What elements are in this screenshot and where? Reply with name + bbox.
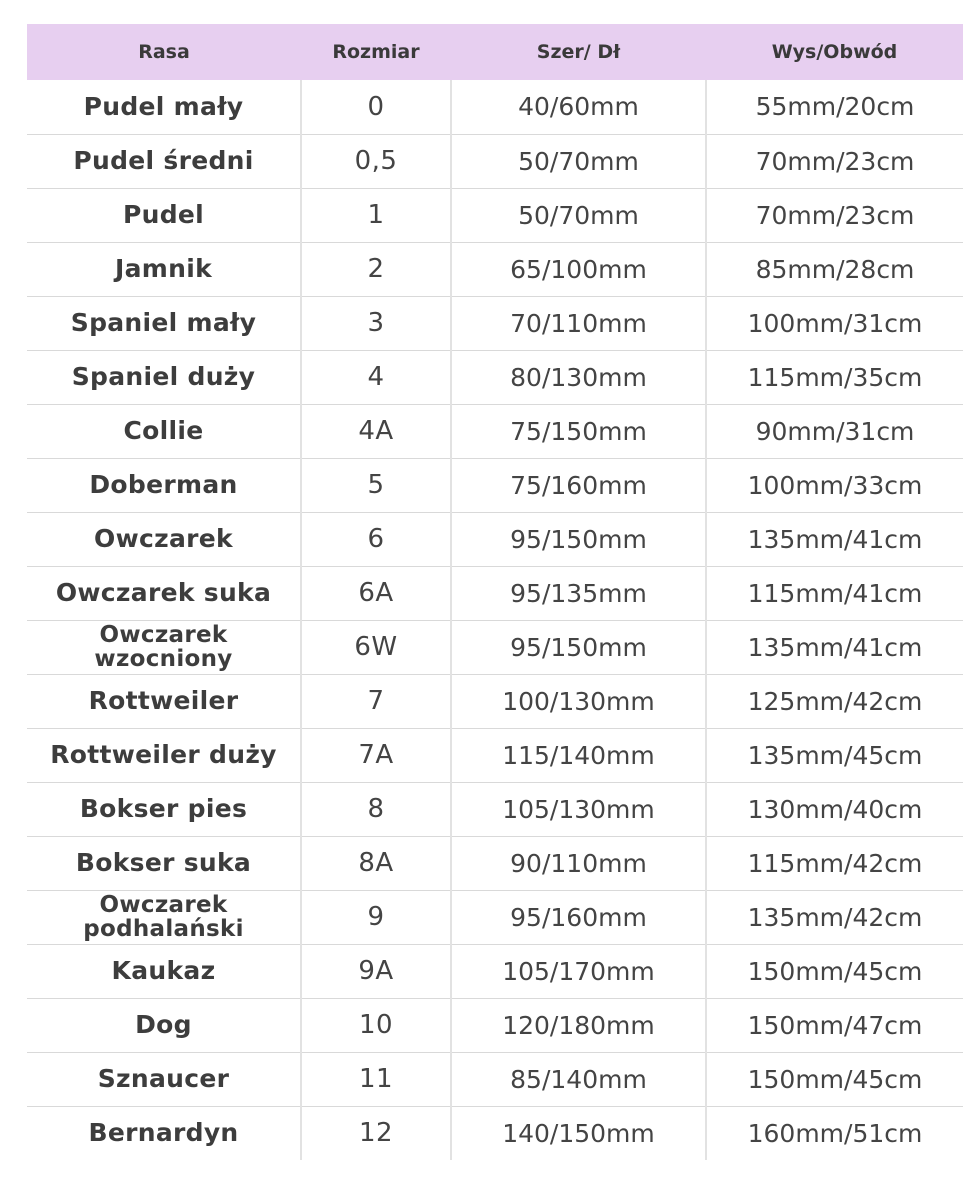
- cell-rozmiar: 8A: [301, 836, 451, 890]
- cell-szer-dl: 105/170mm: [451, 944, 706, 998]
- cell-wys-obwod: 135mm/45cm: [706, 728, 963, 782]
- cell-rasa: Owczarek: [27, 512, 301, 566]
- cell-szer-dl: 120/180mm: [451, 998, 706, 1052]
- cell-wys-obwod: 160mm/51cm: [747, 1118, 923, 1148]
- table-row: [27, 944, 963, 998]
- cell-szer-dl: 50/70mm: [451, 188, 706, 242]
- cell-rasa: Pudel: [27, 188, 301, 242]
- cell-rasa: Owczarek wzocniony: [27, 620, 301, 674]
- cell-rozmiar: 6A: [301, 566, 451, 620]
- table-row: [27, 458, 963, 512]
- cell-szer-dl: 50/70mm: [451, 134, 706, 188]
- cell-rozmiar: 7A: [301, 728, 451, 782]
- cell-rozmiar: 9A: [301, 944, 451, 998]
- table-row: [27, 1106, 963, 1160]
- table-row: [27, 296, 963, 350]
- cell-wys-obwod: 85mm/28cm: [706, 242, 963, 296]
- cell-szer-dl: 75/150mm: [451, 404, 706, 458]
- cell-szer-dl: 85/140mm: [451, 1052, 706, 1106]
- cell-rasa: Kaukaz: [27, 944, 301, 998]
- table-row: [27, 620, 963, 674]
- cell-wys-obwod: 115mm/41cm: [706, 566, 963, 620]
- cell-wys-obwod: 115mm/35cm: [706, 350, 963, 404]
- cell-rasa: Bokser pies: [27, 782, 301, 836]
- cell-szer-dl: 80/130mm: [451, 350, 706, 404]
- cell-rozmiar: 12: [301, 1106, 451, 1160]
- cell-wys-obwod: 100mm/31cm: [706, 296, 963, 350]
- header-rasa: Rasa: [138, 41, 190, 63]
- table-row: [27, 188, 963, 242]
- header-rozmiar: Rozmiar: [332, 41, 420, 63]
- cell-szer-dl: 75/160mm: [451, 458, 706, 512]
- cell-rasa: Owczarek podhalański: [27, 890, 301, 944]
- cell-wys-obwod: 70mm/23cm: [706, 188, 963, 242]
- header-szer-dl: Szer/ Dł: [536, 41, 621, 63]
- size-table: [27, 24, 963, 1160]
- cell-szer-dl: 90/110mm: [451, 836, 706, 890]
- table-row: [27, 134, 963, 188]
- cell-wys-obwod: 135mm/41cm: [706, 512, 963, 566]
- cell-szer-dl: 115/140mm: [451, 728, 706, 782]
- table-row: [27, 1052, 963, 1106]
- table-row: [27, 566, 963, 620]
- table-row: [27, 728, 963, 782]
- table-row: [27, 998, 963, 1052]
- cell-rozmiar: 2: [301, 242, 451, 296]
- cell-wys-obwod: 70mm/23cm: [706, 134, 963, 188]
- cell-rasa: Spaniel mały: [27, 296, 301, 350]
- size-table-container: [27, 24, 963, 1160]
- cell-rasa: Pudel mały: [27, 80, 301, 134]
- cell-rasa: Rottweiler: [27, 674, 301, 728]
- cell-rozmiar: 0: [301, 80, 451, 134]
- table-row: [27, 836, 963, 890]
- cell-rozmiar: 0,5: [301, 134, 451, 188]
- table-body: [27, 80, 963, 1160]
- table-row: [27, 404, 963, 458]
- table-row: [27, 890, 963, 944]
- cell-szer-dl: 70/110mm: [451, 296, 706, 350]
- table-row: [27, 350, 963, 404]
- cell-szer-dl: 40/60mm: [451, 80, 706, 134]
- table-row: [27, 674, 963, 728]
- cell-rasa: Sznaucer: [27, 1052, 301, 1106]
- cell-wys-obwod: 100mm/33cm: [706, 458, 963, 512]
- cell-rasa: Spaniel duży: [27, 350, 301, 404]
- cell-wys-obwod: 130mm/40cm: [706, 782, 963, 836]
- table-row: [27, 80, 963, 134]
- cell-rasa: Owczarek suka: [27, 566, 301, 620]
- table-row: [27, 242, 963, 296]
- cell-szer-dl: 95/150mm: [451, 620, 706, 674]
- cell-szer-dl: 105/130mm: [451, 782, 706, 836]
- cell-rasa: Dog: [27, 998, 301, 1052]
- cell-rasa: Bokser suka: [27, 836, 301, 890]
- cell-rozmiar: 8: [301, 782, 451, 836]
- cell-wys-obwod: 125mm/42cm: [706, 674, 963, 728]
- cell-szer-dl: 100/130mm: [451, 674, 706, 728]
- table-row: [27, 782, 963, 836]
- cell-wys-obwod: 150mm/47cm: [706, 998, 963, 1052]
- cell-rozmiar: 6W: [301, 620, 451, 674]
- cell-szer-dl: 95/150mm: [451, 512, 706, 566]
- cell-wys-obwod: 55mm/20cm: [706, 80, 963, 134]
- cell-rozmiar: 4A: [301, 404, 451, 458]
- cell-rasa: Rottweiler duży: [27, 728, 301, 782]
- cell-rozmiar: 6: [301, 512, 451, 566]
- cell-rozmiar: 9: [301, 890, 451, 944]
- cell-rasa: Bernardyn: [27, 1106, 301, 1160]
- cell-wys-obwod: 115mm/42cm: [706, 836, 963, 890]
- header-wys-obwod: Wys/Obwód: [771, 41, 898, 63]
- cell-rasa: Jamnik: [27, 242, 301, 296]
- cell-rozmiar: 7: [301, 674, 451, 728]
- header-row: [27, 24, 963, 80]
- table-header: [27, 24, 963, 80]
- cell-wys-obwod: 135mm/41cm: [706, 620, 963, 674]
- cell-rozmiar: 5: [301, 458, 451, 512]
- cell-rasa: Collie: [27, 404, 301, 458]
- cell-rozmiar: 4: [301, 350, 451, 404]
- cell-szer-dl: 140/150mm: [451, 1106, 706, 1160]
- cell-szer-dl: 95/160mm: [451, 890, 706, 944]
- cell-wys-obwod: 90mm/31cm: [706, 404, 963, 458]
- cell-rasa: Doberman: [27, 458, 301, 512]
- cell-rasa: Pudel średni: [27, 134, 301, 188]
- cell-szer-dl: 95/135mm: [451, 566, 706, 620]
- cell-rozmiar: 11: [301, 1052, 451, 1106]
- cell-rozmiar: 1: [301, 188, 451, 242]
- cell-rozmiar: 3: [301, 296, 451, 350]
- table-row: [27, 512, 963, 566]
- cell-wys-obwod: 150mm/45cm: [706, 1052, 963, 1106]
- cell-wys-obwod: 135mm/42cm: [706, 890, 963, 944]
- cell-szer-dl: 65/100mm: [451, 242, 706, 296]
- cell-rozmiar: 10: [301, 998, 451, 1052]
- cell-wys-obwod: 150mm/45cm: [706, 944, 963, 998]
